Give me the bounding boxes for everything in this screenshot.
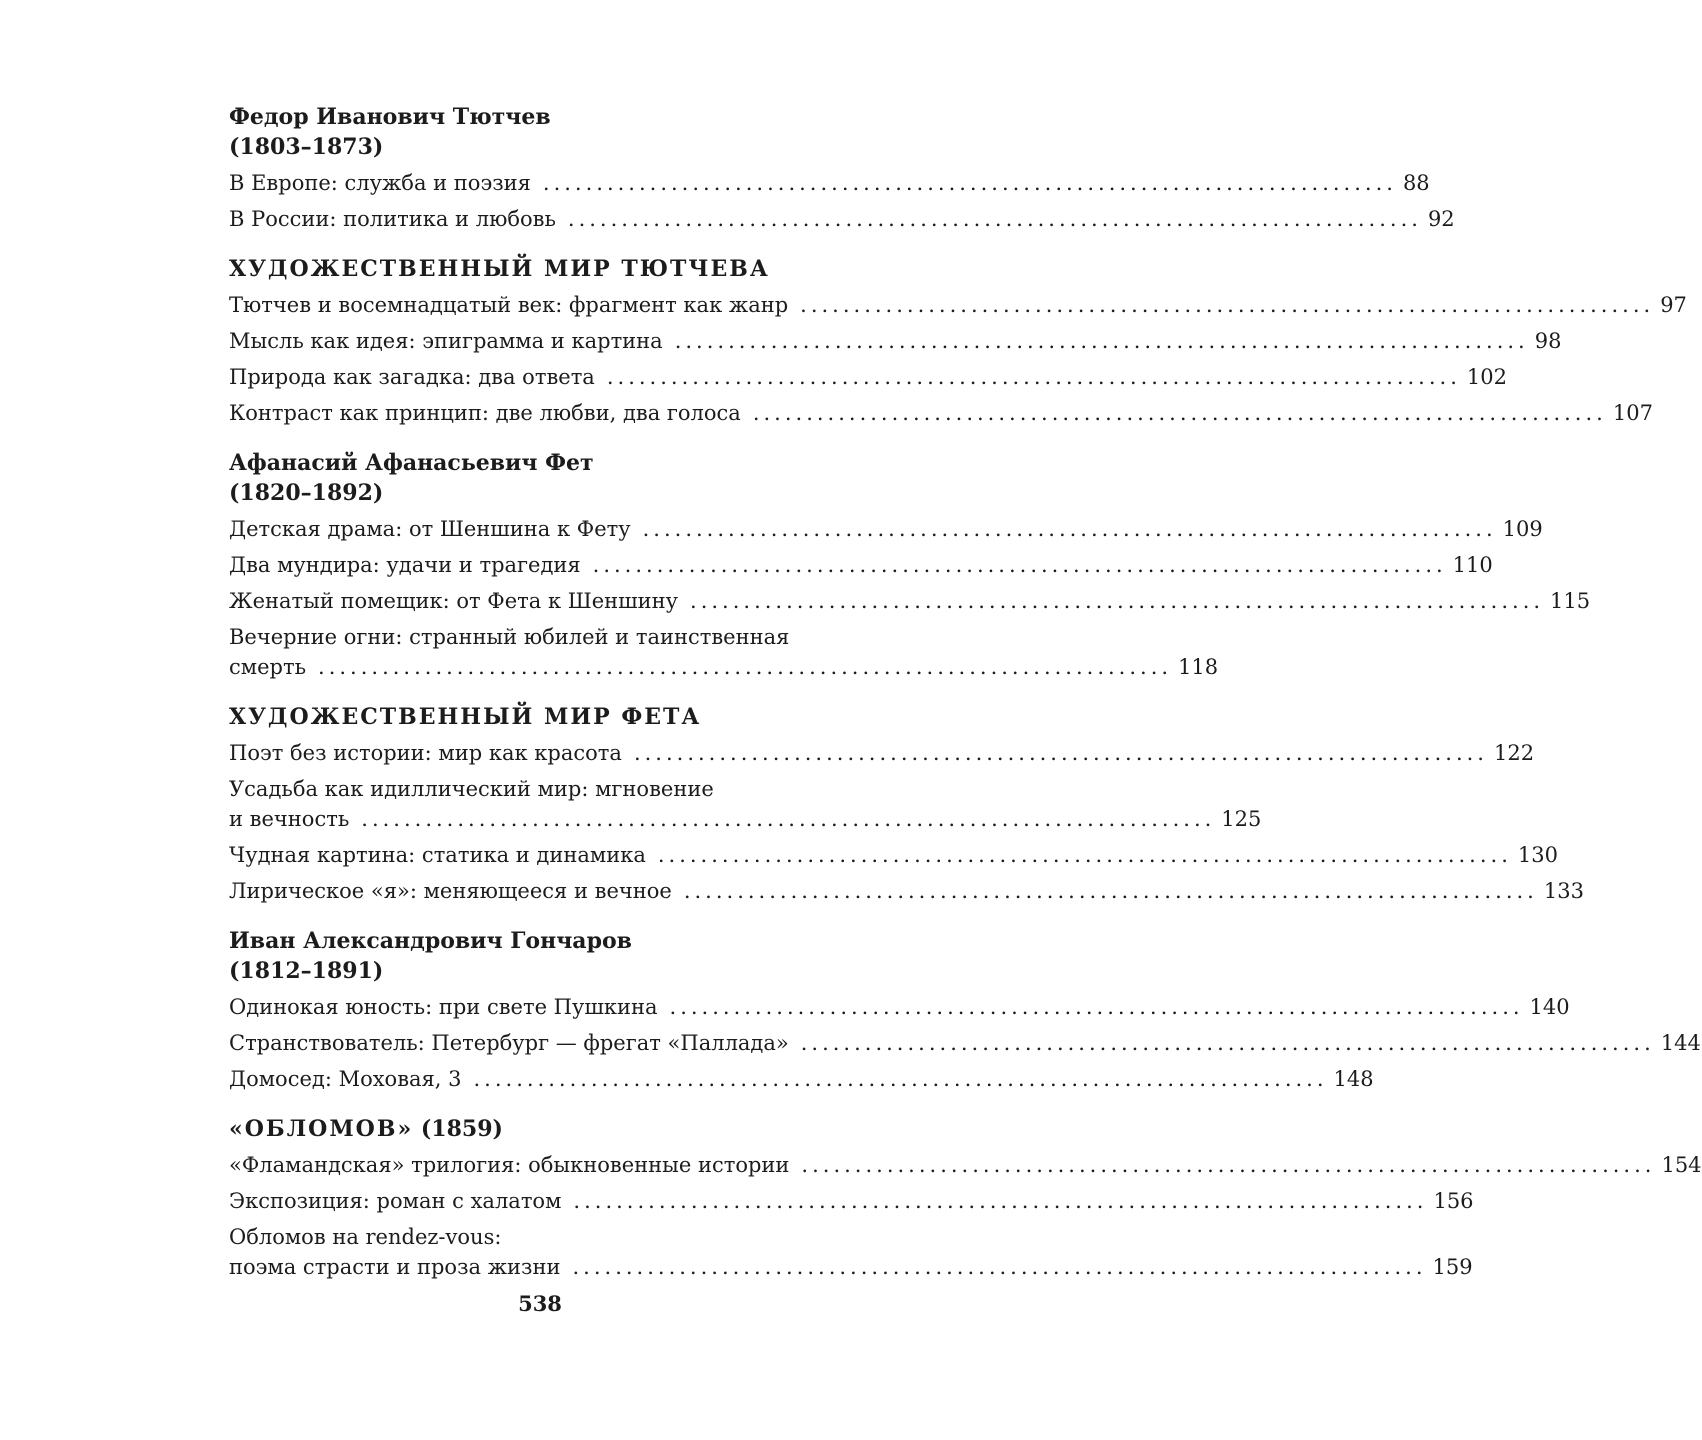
toc-entry (229, 514, 1543, 544)
toc-entry-title: Странствователь: Петербург — фрегат «Паллада» (229, 1031, 789, 1055)
toc-entry-title: поэма страсти и проза жизни (229, 1255, 561, 1279)
toc-entry-page: 88 (1402, 171, 1430, 195)
spacer (229, 240, 888, 254)
toc-entry-page: 107 (1612, 401, 1653, 425)
author-heading (229, 448, 888, 508)
dot-leader: ................................................................................ (800, 1031, 1655, 1055)
section-title: ХУДОЖЕСТВЕННЫЙ МИР ТЮТЧЕВА (229, 256, 770, 282)
toc-entry-title: Одинокая юность: при свете Пушкина (229, 995, 658, 1019)
toc-entry-page: 125 (1221, 807, 1262, 831)
toc-entry-line (229, 398, 1653, 428)
dot-leader: ................................................................................ (633, 741, 1488, 765)
toc-entry-list (229, 992, 1701, 1094)
toc-entry-list (229, 290, 1687, 428)
toc-entry-page: 110 (1452, 553, 1493, 577)
toc-entry (229, 1028, 1701, 1058)
dot-leader: ................................................................................ (567, 207, 1422, 231)
author-heading (229, 926, 888, 986)
toc-entry-page: 133 (1543, 879, 1584, 903)
dot-leader: ................................................................................ (592, 553, 1447, 577)
toc-entry (229, 290, 1687, 320)
toc-entry-page: 97 (1660, 293, 1687, 317)
toc-entry-line (229, 876, 1584, 906)
toc-entry-page: 148 (1333, 1067, 1374, 1091)
author-years: (1803–1873) (229, 134, 384, 160)
toc-entry-title: Поэт без истории: мир как красота (229, 741, 622, 765)
toc-entry-line (229, 362, 1507, 392)
toc-entry-title: В России: политика и любовь (229, 207, 556, 231)
toc-entry-page: 156 (1433, 1189, 1474, 1213)
toc-entry-title: смерть (229, 655, 307, 679)
toc-entry-title: и вечность (229, 807, 350, 831)
toc-entry-page: 159 (1432, 1255, 1473, 1279)
author-name: Афанасий Афанасьевич Фет (229, 450, 594, 476)
toc-entry-page: 109 (1502, 517, 1543, 541)
author-block (229, 926, 1702, 1282)
dot-leader: ................................................................................ (572, 1255, 1427, 1279)
toc-entry-title: Тютчев и восемнадцатый век: фрагмент как жанр (229, 293, 789, 317)
toc-entry-title: Два мундира: удачи и трагедия (229, 553, 581, 577)
section-title: ХУДОЖЕСТВЕННЫЙ МИР ФЕТА (229, 704, 702, 730)
author-heading (229, 102, 888, 162)
dot-leader: ................................................................................ (800, 293, 1655, 317)
spacer (229, 1100, 888, 1114)
toc-entry-line (229, 1186, 1474, 1216)
toc-entry-title: Природа как загадка: два ответа (229, 365, 595, 389)
toc-entry-line (229, 326, 1562, 356)
dot-leader: ................................................................................ (473, 1067, 1328, 1091)
section-years: (1859) (413, 1116, 503, 1142)
toc-entry-line (229, 652, 1219, 682)
toc-entry-title: Экспозиция: роман с халатом (229, 1189, 562, 1213)
toc-entry-line (229, 738, 1535, 768)
toc-entry-page: 102 (1466, 365, 1507, 389)
toc-entry (229, 1150, 1702, 1180)
spacer (229, 912, 888, 926)
dot-leader: ................................................................................ (669, 995, 1524, 1019)
toc-entry-title: Мысль как идея: эпиграмма и картина (229, 329, 663, 353)
table-of-contents (229, 102, 1702, 1288)
toc-entry-title: В Европе: служба и поэзия (229, 171, 531, 195)
toc-entry (229, 622, 1219, 682)
toc-entry-page: 154 (1661, 1153, 1702, 1177)
toc-entry-line (229, 992, 1570, 1022)
author-years: (1812–1891) (229, 958, 384, 984)
author-name: Иван Александрович Гончаров (229, 928, 632, 954)
dot-leader: ................................................................................ (606, 365, 1461, 389)
page-number: 538 (518, 1291, 562, 1316)
toc-entry-title: Контраст как принцип: две любви, два голоса (229, 401, 741, 425)
toc-entry-page: 115 (1550, 589, 1591, 613)
toc-entry-title-first-line: Обломов на rendez-vous: (229, 1225, 502, 1249)
toc-entry-page: 140 (1529, 995, 1570, 1019)
dot-leader: ................................................................................ (318, 655, 1173, 679)
dot-leader: ................................................................................ (674, 329, 1529, 353)
dot-leader: ................................................................................ (683, 879, 1538, 903)
section-heading (229, 702, 888, 732)
section-heading (229, 1114, 888, 1144)
toc-entry (229, 398, 1653, 428)
toc-entry-line (229, 550, 1493, 580)
toc-entry (229, 876, 1584, 906)
dot-leader: ................................................................................ (361, 807, 1216, 831)
toc-entry-line (229, 840, 1558, 870)
toc-entry-line (229, 168, 1430, 198)
toc-entry-list (229, 514, 1591, 682)
toc-entry-line (229, 1150, 1702, 1180)
toc-entry-title-first-line: Вечерние огни: странный юбилей и таинственная (229, 625, 790, 649)
author-years: (1820–1892) (229, 480, 384, 506)
dot-leader: ................................................................................ (657, 843, 1512, 867)
toc-entry-page: 130 (1517, 843, 1558, 867)
dot-leader: ................................................................................ (542, 171, 1397, 195)
toc-entry-line (229, 1064, 1374, 1094)
toc-entry-title: «Фламандская» трилогия: обыкновенные истории (229, 1153, 790, 1177)
toc-entry-line (229, 514, 1543, 544)
toc-entry (229, 1186, 1474, 1216)
toc-entry (229, 326, 1562, 356)
toc-entry-title: Женатый помещик: от Фета к Шеншину (229, 589, 679, 613)
toc-entry-title: Детская драма: от Шеншина к Фету (229, 517, 631, 541)
toc-entry (229, 992, 1570, 1022)
author-block (229, 448, 1591, 926)
toc-entry (229, 774, 1262, 834)
toc-entry-page: 144 (1660, 1031, 1701, 1055)
toc-entry-title-first-line: Усадьба как идиллический мир: мгновение (229, 777, 714, 801)
spacer (229, 688, 888, 702)
dot-leader: ................................................................................ (642, 517, 1497, 541)
toc-entry-title: Лирическое «я»: меняющееся и вечное (229, 879, 672, 903)
toc-entry-line (229, 586, 1591, 616)
dot-leader: ................................................................................ (573, 1189, 1428, 1213)
toc-entry (229, 168, 1430, 198)
toc-entry (229, 1064, 1374, 1094)
toc-entry-line (229, 804, 1262, 834)
toc-entry-title: Чудная картина: статика и динамика (229, 843, 646, 867)
toc-entry-line (229, 290, 1687, 320)
author-block (229, 102, 1687, 448)
toc-entry-line (229, 204, 1455, 234)
toc-entry (229, 1222, 1473, 1282)
section-heading (229, 254, 888, 284)
toc-entry-title: Домосед: Моховая, 3 (229, 1067, 462, 1091)
spacer (229, 434, 888, 448)
toc-entry-page: 122 (1493, 741, 1535, 765)
toc-entry (229, 550, 1493, 580)
dot-leader: ................................................................................ (752, 401, 1607, 425)
dot-leader: ................................................................................ (690, 589, 1545, 613)
toc-entry (229, 738, 1535, 768)
toc-entry-page: 92 (1427, 207, 1455, 231)
toc-entry (229, 204, 1455, 234)
toc-entry (229, 362, 1507, 392)
toc-entry (229, 586, 1591, 616)
toc-entry (229, 840, 1558, 870)
toc-entry-list (229, 738, 1584, 906)
toc-entry-line (229, 1252, 1473, 1282)
toc-entry-page: 98 (1534, 329, 1562, 353)
toc-entry-line (229, 1028, 1701, 1058)
section-title: «ОБЛОМОВ» (229, 1116, 414, 1142)
toc-entry-list (229, 168, 1455, 234)
author-name: Федор Иванович Тютчев (229, 104, 551, 130)
toc-entry-list (229, 1150, 1702, 1282)
toc-entry-page: 118 (1178, 655, 1219, 679)
dot-leader: ................................................................................ (801, 1153, 1656, 1177)
